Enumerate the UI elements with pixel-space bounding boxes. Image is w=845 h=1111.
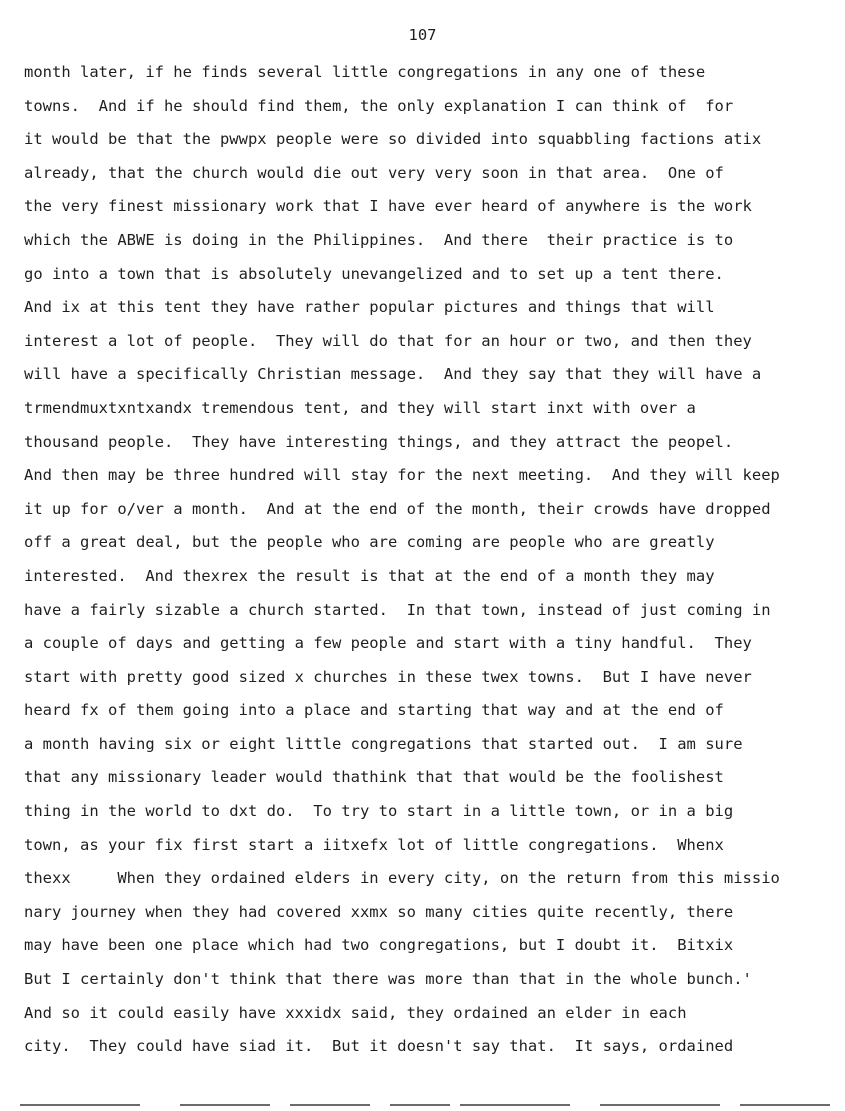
text-line: interested. And thexrex the result is that at the end of a month they may — [24, 566, 715, 585]
text-line: thexx When they ordained elders in every city, on the return from this missio — [24, 869, 780, 888]
text-line: month later, if he finds several little congregations in any one of these — [24, 63, 706, 81]
text-line: start with pretty good sized x churches in these twex towns. But I have never — [24, 667, 752, 686]
rule-segment — [460, 1104, 570, 1106]
rule-segment — [390, 1104, 450, 1106]
text-line: thing in the world to dxt do. To try to start in a little town, or in a big — [24, 802, 734, 821]
body-text — [24, 56, 839, 1064]
rule-segment — [20, 1104, 140, 1106]
text-line: town, as your fix first start a iitxefx lot of little congregations. Whenx — [24, 835, 724, 854]
text-line: heard fx of them going into a place and starting that way and at the end of — [24, 701, 724, 720]
text-line: a month having six or eight little congregations that started out. I am sure — [24, 734, 743, 753]
rule-segment — [600, 1104, 720, 1106]
rule-segment — [740, 1104, 830, 1106]
text-line: thousand people. They have interesting things, and they attract the peopel. — [24, 432, 734, 451]
text-line: that any missionary leader would thathink that that would be the foolishest — [24, 768, 724, 787]
text-line: it would be that the pwwpx people were so divided into squabbling factions atix — [24, 130, 762, 149]
text-line: go into a town that is absolutely unevangelized and to set up a tent there. — [24, 264, 724, 283]
text-line: trmendmuxtxntxandx tremendous tent, and they will start inxt with over a — [24, 398, 696, 417]
text-line: a couple of days and getting a few people and start with a tiny handful. They — [24, 634, 752, 653]
text-line: nary journey when they had covered xxmx so many cities quite recently, there — [24, 902, 734, 921]
text-line: have a fairly sizable a church started. In that town, instead of just coming in — [24, 600, 771, 619]
text-line: may have been one place which had two congregations, but I doubt it. Bitxix — [24, 936, 734, 955]
text-line: off a great deal, but the people who are coming are people who are greatly — [24, 533, 715, 552]
text-line: it up for o/ver a month. And at the end of the month, their crowds have dropped — [24, 499, 771, 518]
text-line: city. They could have siad it. But it doesn't say that. It says, ordained — [24, 1037, 734, 1056]
rule-segment — [290, 1104, 370, 1106]
text-line: the very finest missionary work that I have ever heard of anywhere is the work — [24, 197, 752, 216]
rule-segment — [180, 1104, 270, 1106]
text-line: towns. And if he should find them, the only explanation I can think of for — [24, 96, 734, 115]
bottom-rule — [20, 1104, 830, 1106]
text-line: And then may be three hundred will stay for the next meeting. And they will keep — [24, 466, 780, 485]
text-line: interest a lot of people. They will do that for an hour or two, and then they — [24, 331, 752, 350]
text-line: which the ABWE is doing in the Philippines. And there their practice is to — [24, 230, 734, 249]
text-line: And so it could easily have xxxidx said, they ordained an elder in each — [24, 1003, 687, 1022]
text-line: And ix at this tent they have rather popular pictures and things that will — [24, 298, 715, 317]
page-number: 107 — [408, 26, 437, 44]
text-line: will have a specifically Christian message. And they say that they will have a — [24, 365, 762, 384]
text-line: already, that the church would die out very very soon in that area. One of — [24, 163, 724, 182]
text-line: But I certainly don't think that there was more than that in the whole bunch.' — [24, 970, 752, 989]
